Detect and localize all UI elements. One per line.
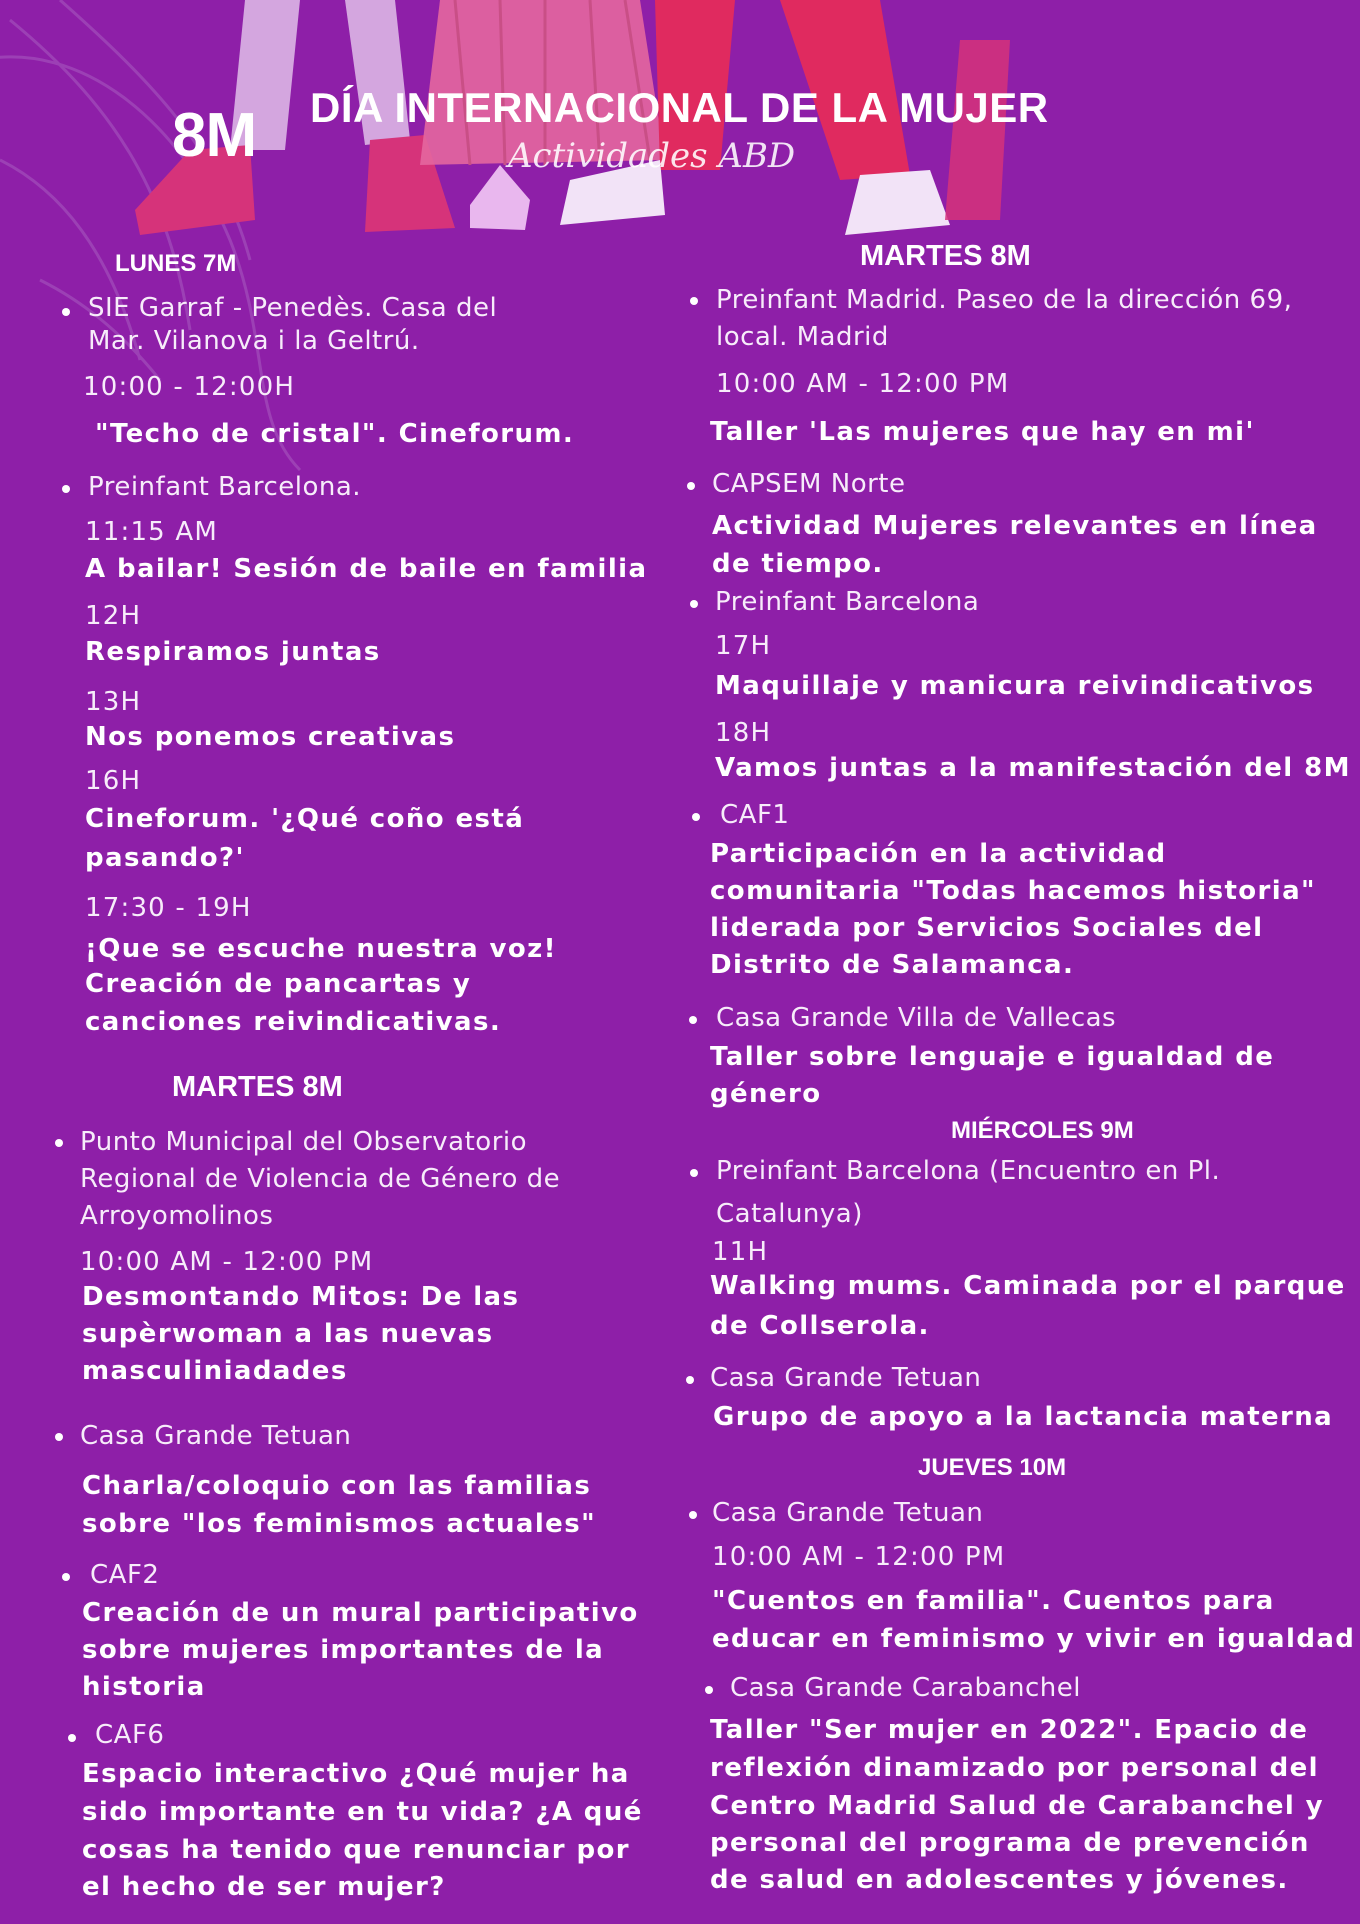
activity-title: el hecho de ser mujer? [82, 1872, 446, 1902]
heading-martes-right: MARTES 8M [860, 240, 1031, 272]
location-name: Preinfant Barcelona (Encuentro en Pl. [716, 1156, 1221, 1186]
activity-time: 11H [712, 1237, 769, 1267]
location-name: Regional de Violencia de Género de [80, 1164, 561, 1194]
activity-title: sido importante en tu vida? ¿A qué [82, 1797, 643, 1827]
location-name: Preinfant Barcelona [715, 587, 980, 617]
bullet [62, 1573, 70, 1581]
activity-title: de tiempo. [712, 549, 884, 579]
bullet [692, 813, 700, 821]
bullet [689, 1016, 697, 1024]
activity-title: educar en feminismo y vivir en igualdad [712, 1624, 1356, 1654]
activity-title: Charla/coloquio con las familias [82, 1471, 592, 1501]
activity-title: Grupo de apoyo a la lactancia materna [713, 1402, 1334, 1432]
location-name: Casa Grande Tetuan [710, 1363, 982, 1393]
bullet [68, 1734, 76, 1742]
activity-title: ¡Que se escuche nuestra voz! [85, 934, 557, 964]
activity-title: Respiramos juntas [85, 637, 381, 667]
activity-title: supèrwoman a las nuevas [82, 1319, 494, 1349]
activity-title: Actividad Mujeres relevantes en línea [712, 511, 1318, 541]
location-name: SIE Garraf - Penedès. Casa del [88, 293, 498, 323]
activity-title: A bailar! Sesión de baile en familia [85, 554, 648, 584]
activity-time: 17H [715, 631, 772, 661]
activity-title: sobre "los feminismos actuales" [82, 1509, 597, 1539]
activity-title: Nos ponemos creativas [85, 722, 456, 752]
bullet [62, 485, 70, 493]
activity-time: 11:15 AM [85, 517, 219, 547]
location-name: Preinfant Barcelona. [88, 472, 362, 502]
heading-miercoles: MIÉRCOLES 9M [951, 1117, 1134, 1144]
page-title: DÍA INTERNACIONAL DE LA MUJER [310, 84, 1049, 131]
activity-title: Maquillaje y manicura reivindicativos [715, 671, 1315, 701]
activity-title: canciones reivindicativas. [85, 1007, 502, 1037]
activity-title: pasando?' [85, 843, 245, 873]
bullet [687, 482, 695, 490]
activity-title: Walking mums. Caminada por el parque [710, 1271, 1346, 1301]
bullet [690, 1169, 698, 1177]
activity-time: 10:00 AM - 12:00 PM [712, 1542, 1006, 1572]
location-name: CAF1 [720, 800, 790, 830]
bullet [689, 1511, 697, 1519]
activity-time: 12H [85, 601, 142, 631]
location-name: Catalunya) [716, 1199, 863, 1229]
activity-title: Distrito de Salamanca. [710, 950, 1075, 980]
heading-martes-left: MARTES 8M [172, 1071, 343, 1103]
location-name: Casa Grande Tetuan [712, 1498, 984, 1528]
activity-title: Creación de pancartas y [85, 969, 472, 999]
activity-title: Taller 'Las mujeres que hay en mi' [710, 417, 1255, 447]
activity-title: reflexión dinamizado por personal del [710, 1753, 1319, 1783]
location-name: Casa Grande Tetuan [80, 1421, 352, 1451]
location-name: Casa Grande Villa de Vallecas [716, 1003, 1117, 1033]
activity-title: Taller sobre lenguaje e igualdad de [710, 1042, 1275, 1072]
activity-title: historia [82, 1672, 206, 1702]
bullet [55, 1139, 63, 1147]
heading-jueves: JUEVES 10M [918, 1454, 1067, 1481]
location-name: local. Madrid [716, 322, 889, 352]
location-name: CAF6 [95, 1720, 165, 1750]
activity-title: cosas ha tenido que renunciar por [82, 1835, 630, 1865]
activity-title: de Collserola. [710, 1311, 930, 1341]
bullet [55, 1433, 63, 1441]
location-name: Punto Municipal del Observatorio [80, 1127, 528, 1157]
bullet [690, 600, 698, 608]
activity-title: Creación de un mural participativo [82, 1598, 639, 1628]
badge-8m: 8M [172, 101, 257, 170]
heading-lunes: LUNES 7M [115, 250, 237, 277]
page-subtitle: Actividades ABD [508, 136, 796, 176]
activity-title: Taller "Ser mujer en 2022". Epacio de [710, 1715, 1309, 1745]
activity-time: 13H [85, 687, 142, 717]
activity-time: 10:00 AM - 12:00 PM [716, 369, 1010, 399]
activity-title: Espacio interactivo ¿Qué mujer ha [82, 1759, 630, 1789]
location-name: Preinfant Madrid. Paseo de la dirección 69, [716, 285, 1293, 315]
bullet [705, 1686, 713, 1694]
activity-time: 10:00 AM - 12:00 PM [80, 1247, 374, 1277]
activity-title: Centro Madrid Salud de Carabanchel y [710, 1791, 1324, 1821]
activity-title: Cineforum. '¿Qué coño está [85, 804, 525, 834]
activity-title: liderada por Servicios Sociales del [710, 913, 1264, 943]
location-name: CAPSEM Norte [712, 469, 906, 499]
bullet [686, 1376, 694, 1384]
location-name: CAF2 [90, 1560, 160, 1590]
bullet [62, 308, 70, 316]
activity-time: 18H [715, 718, 772, 748]
location-name: Arroyomolinos [80, 1201, 274, 1231]
location-name: Mar. Vilanova i la Geltrú. [88, 326, 420, 356]
activity-title: "Techo de cristal". Cineforum. [95, 419, 575, 449]
activity-title: "Cuentos en familia". Cuentos para [712, 1586, 1275, 1616]
activity-title: Participación en la actividad [710, 839, 1167, 869]
activity-title: personal del programa de prevención [710, 1828, 1310, 1858]
activity-title: Desmontando Mitos: De las [82, 1282, 520, 1312]
activity-title: de salud en adolescentes y jóvenes. [710, 1865, 1289, 1895]
activity-title: comunitaria "Todas hacemos historia" [710, 876, 1316, 906]
activity-title: Vamos juntas a la manifestación del 8M [715, 753, 1351, 783]
activity-time: 17:30 - 19H [85, 893, 252, 923]
activity-time: 10:00 - 12:00H [83, 372, 296, 402]
activity-title: sobre mujeres importantes de la [82, 1635, 605, 1665]
bullet [690, 297, 698, 305]
activity-title: género [710, 1079, 822, 1109]
location-name: Casa Grande Carabanchel [730, 1673, 1081, 1703]
activity-title: masculiniadades [82, 1356, 348, 1386]
activity-time: 16H [85, 766, 142, 796]
